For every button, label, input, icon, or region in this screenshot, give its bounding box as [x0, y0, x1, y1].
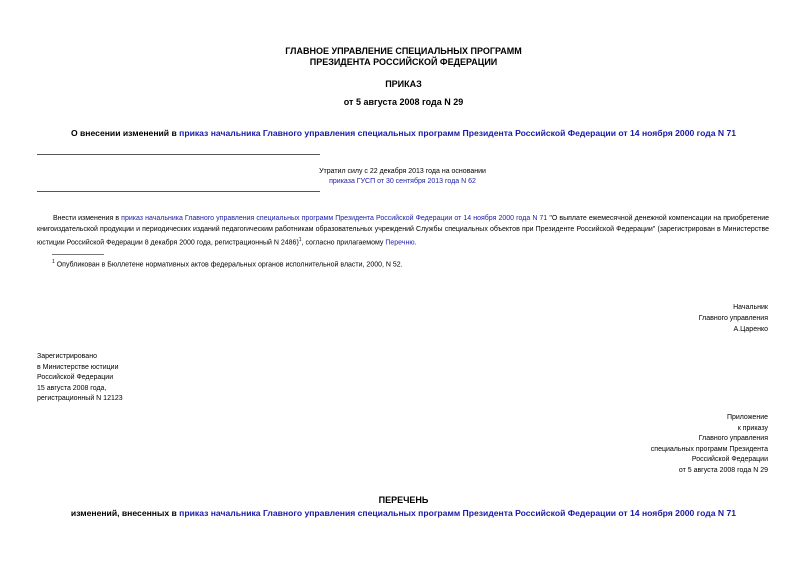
- divider-top: [37, 154, 320, 155]
- appendix-block: [560, 413, 768, 477]
- body-link-order[interactable]: приказ начальника Главного управления специальных программ Президента Российской Федерации от 14 ноября 2000 года N 71: [121, 215, 548, 222]
- footnote-ref: 1: [298, 237, 302, 243]
- registration-line-3: Российской Федерации: [37, 374, 114, 381]
- footnote-mark: 1: [52, 259, 55, 265]
- body-link-list[interactable]: Перечню: [385, 239, 415, 247]
- body-intro: Внести изменения в: [53, 215, 122, 222]
- list-subtitle: [10, 508, 797, 519]
- title-link[interactable]: приказ начальника Главного управления специальных программ Президента Российской Федерации от 14 ноября 2000 года N 71: [179, 128, 737, 138]
- list-heading: ПЕРЕЧЕНЬ: [378, 495, 429, 505]
- status-link[interactable]: приказа ГУСП от 30 сентября 2013 года N 62: [329, 178, 476, 185]
- footnote-divider: [52, 254, 104, 255]
- appendix-line-4: специальных программ Президента: [650, 445, 768, 453]
- signature-title: Начальник: [733, 304, 768, 311]
- signature-dept: Главного управления: [698, 315, 768, 322]
- appendix-line-3: Главного управления: [698, 435, 768, 443]
- appendix-line-6: от 5 августа 2008 года N 29: [678, 466, 768, 474]
- organization-header: [0, 46, 807, 68]
- divider-bottom: [37, 191, 320, 192]
- signature-name: А.Царенко: [733, 326, 768, 333]
- status-line: Утратил силу с 22 декабря 2013 года на основании: [319, 168, 486, 175]
- org-line-1: ГЛАВНОЕ УПРАВЛЕНИЕ СПЕЦИАЛЬНЫХ ПРОГРАММ: [285, 46, 522, 56]
- body-end: .: [414, 239, 417, 247]
- doc-title: [10, 128, 797, 139]
- registration-line-5: регистрационный N 12123: [37, 395, 123, 402]
- title-prefix: О внесении изменений в: [70, 128, 180, 138]
- registration-line-1: Зарегистрировано: [37, 353, 97, 360]
- footnote: [52, 257, 652, 270]
- body-quote: "О выплате ежемесячной денежной компенсации на приобретение книгоиздательской продукции и периодических изданий педагогическим работникам образовательных учреждений Службы специальных объектов при Президенте Российской Федерации": [37, 215, 769, 233]
- org-line-2: ПРЕЗИДЕНТА РОССИЙСКОЙ ФЕДЕРАЦИИ: [309, 57, 498, 67]
- doc-type: ПРИКАЗ: [385, 79, 422, 89]
- body-registration: (зарегистрирован в Министерстве юстиции Российской Федерации 8 декабря 2000 года, регистрационный N 2486): [37, 225, 770, 247]
- footnote-text: Опубликован в Бюллетене нормативных актов федеральных органов исполнительной власти, 2000, N 52.: [56, 261, 403, 269]
- body-paragraph: [37, 214, 769, 249]
- registration-line-4: 15 августа 2008 года,: [37, 384, 107, 392]
- doc-date: от 5 августа 2008 года N 29: [343, 97, 464, 107]
- registration-line-2: в Министерстве юстиции: [37, 363, 119, 371]
- registration-block: [37, 352, 237, 405]
- status-block: [270, 167, 535, 187]
- body-tail: , согласно прилагаемому: [301, 239, 386, 247]
- appendix-line-1: Приложение: [726, 414, 768, 421]
- appendix-line-5: Российской Федерации: [691, 456, 768, 464]
- appendix-line-2: к приказу: [737, 424, 768, 432]
- list-link[interactable]: приказ начальника Главного управления специальных программ Президента Российской Федерации от 14 ноября 2000 года N 71: [179, 508, 737, 518]
- signature-block: [560, 302, 768, 335]
- list-prefix: изменений, внесенных в: [70, 508, 180, 518]
